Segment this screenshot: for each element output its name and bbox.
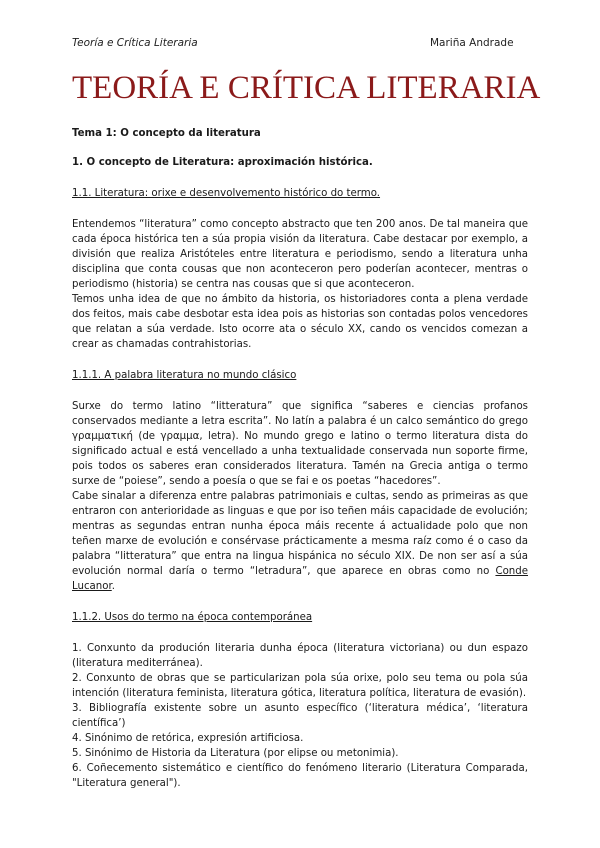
- section-heading: 1. O concepto de Literatura: aproximación histórica.: [72, 157, 373, 168]
- paragraph-4-text: Cabe sinalar a diferenza entre palabras patrimoniais e cultas, sendo as primeiras as que entraron con anterioridade as linguas e que por iso teñen máis capacidade de evolución; mentras as segundas entran nunha época máis recente á actualidade polo que non teñen marxe de evolución e consérvase prácticamente a mesma raíz como é o caso da palabra “litteratura” que entra na lingua hispánica no século XIX. De non ser así a súa evolución normal daría o termo “letradura”, que aparece en obras como no: [72, 491, 528, 577]
- paragraph-1: Entendemos “literatura” como concepto abstracto que ten 200 anos. De tal maneira que cada época histórica ten a súa propia visión da literatura. Cabe destacar por exemplo, a división que realiza Aristóteles entre literatura e periodismo, sendo a literatura unha disciplina que conta cousas que non aconteceron pero poderían acontecer, mentras o periodismo (historia) se centra nas cousas que si que aconteceron.: [72, 219, 528, 290]
- document-body: [72, 126, 528, 791]
- list-item: 4. Sinónimo de retórica, expresión artificiosa.: [72, 733, 304, 744]
- header-course-title: Teoría e Crítica Literaria: [72, 37, 198, 49]
- list-item: 5. Sinónimo de Historia da Literatura (por elipse ou metonimia).: [72, 748, 399, 759]
- paragraph-4: [72, 489, 528, 594]
- paragraph-4-end: .: [111, 581, 115, 592]
- tema-heading: Tema 1: O concepto da literatura: [72, 128, 261, 139]
- list-item: 6. Coñecemento sistemático e científico do fenómeno literario (Literatura Comparada, "Literatura general").: [72, 763, 528, 789]
- paragraph-3: Surxe do termo latino “litteratura” que significa “saberes e ciencias profanos conservados mediante a letra escrita”. No latín a palabra é un calco semántico do grego γραμματική (de γραμμα, letra). No mundo grego e latino o termo literatura dista do significado actual e está vencellado a unha textualidade conservada nun soporte firme, pois todos os saberes eran considerados literatura. Tamén na Grecia antiga o termo surxe de “poiese”, sendo a poesía o que se fai e os poetas “hacedores”.: [72, 401, 528, 487]
- conde-lucanor-link[interactable]: Conde Lucanor: [72, 566, 528, 592]
- list-item: 3. Bibliografía existente sobre un asunto específico (‘literatura médica’, ‘literatura científica’): [72, 703, 528, 729]
- document-title: TEORÍA E CRÍTICA LITERARIA: [72, 70, 541, 106]
- subsection-heading-1: 1.1. Literatura: orixe e desenvolvemento histórico do termo.: [72, 188, 381, 199]
- usage-list: [72, 641, 528, 791]
- paragraph-2: Temos unha idea de que no ámbito da historia, os historiadores conta a plena verdade dos feitos, mais cabe desbotar esta idea pois as historias son contadas polos vencedores que relatan a súa verdade. Isto ocorre ata o século XX, cando os vencidos comezan a crear as chamadas contrahistorias.: [72, 294, 528, 350]
- subsection-heading-2: 1.1.1. A palabra literatura no mundo clásico: [72, 370, 297, 381]
- header-author: Mariña Andrade: [430, 37, 514, 49]
- list-item: 1. Conxunto da produción literaria dunha época (literatura victoriana) ou dun espazo (literatura mediterránea).: [72, 643, 528, 669]
- list-item: 2. Conxunto de obras que se particularizan pola súa orixe, polo seu tema ou pola súa intención (literatura feminista, literatura gótica, literatura política, literatura de evasión).: [72, 673, 528, 699]
- subsection-heading-3: 1.1.2. Usos do termo na época contemporánea: [72, 612, 313, 623]
